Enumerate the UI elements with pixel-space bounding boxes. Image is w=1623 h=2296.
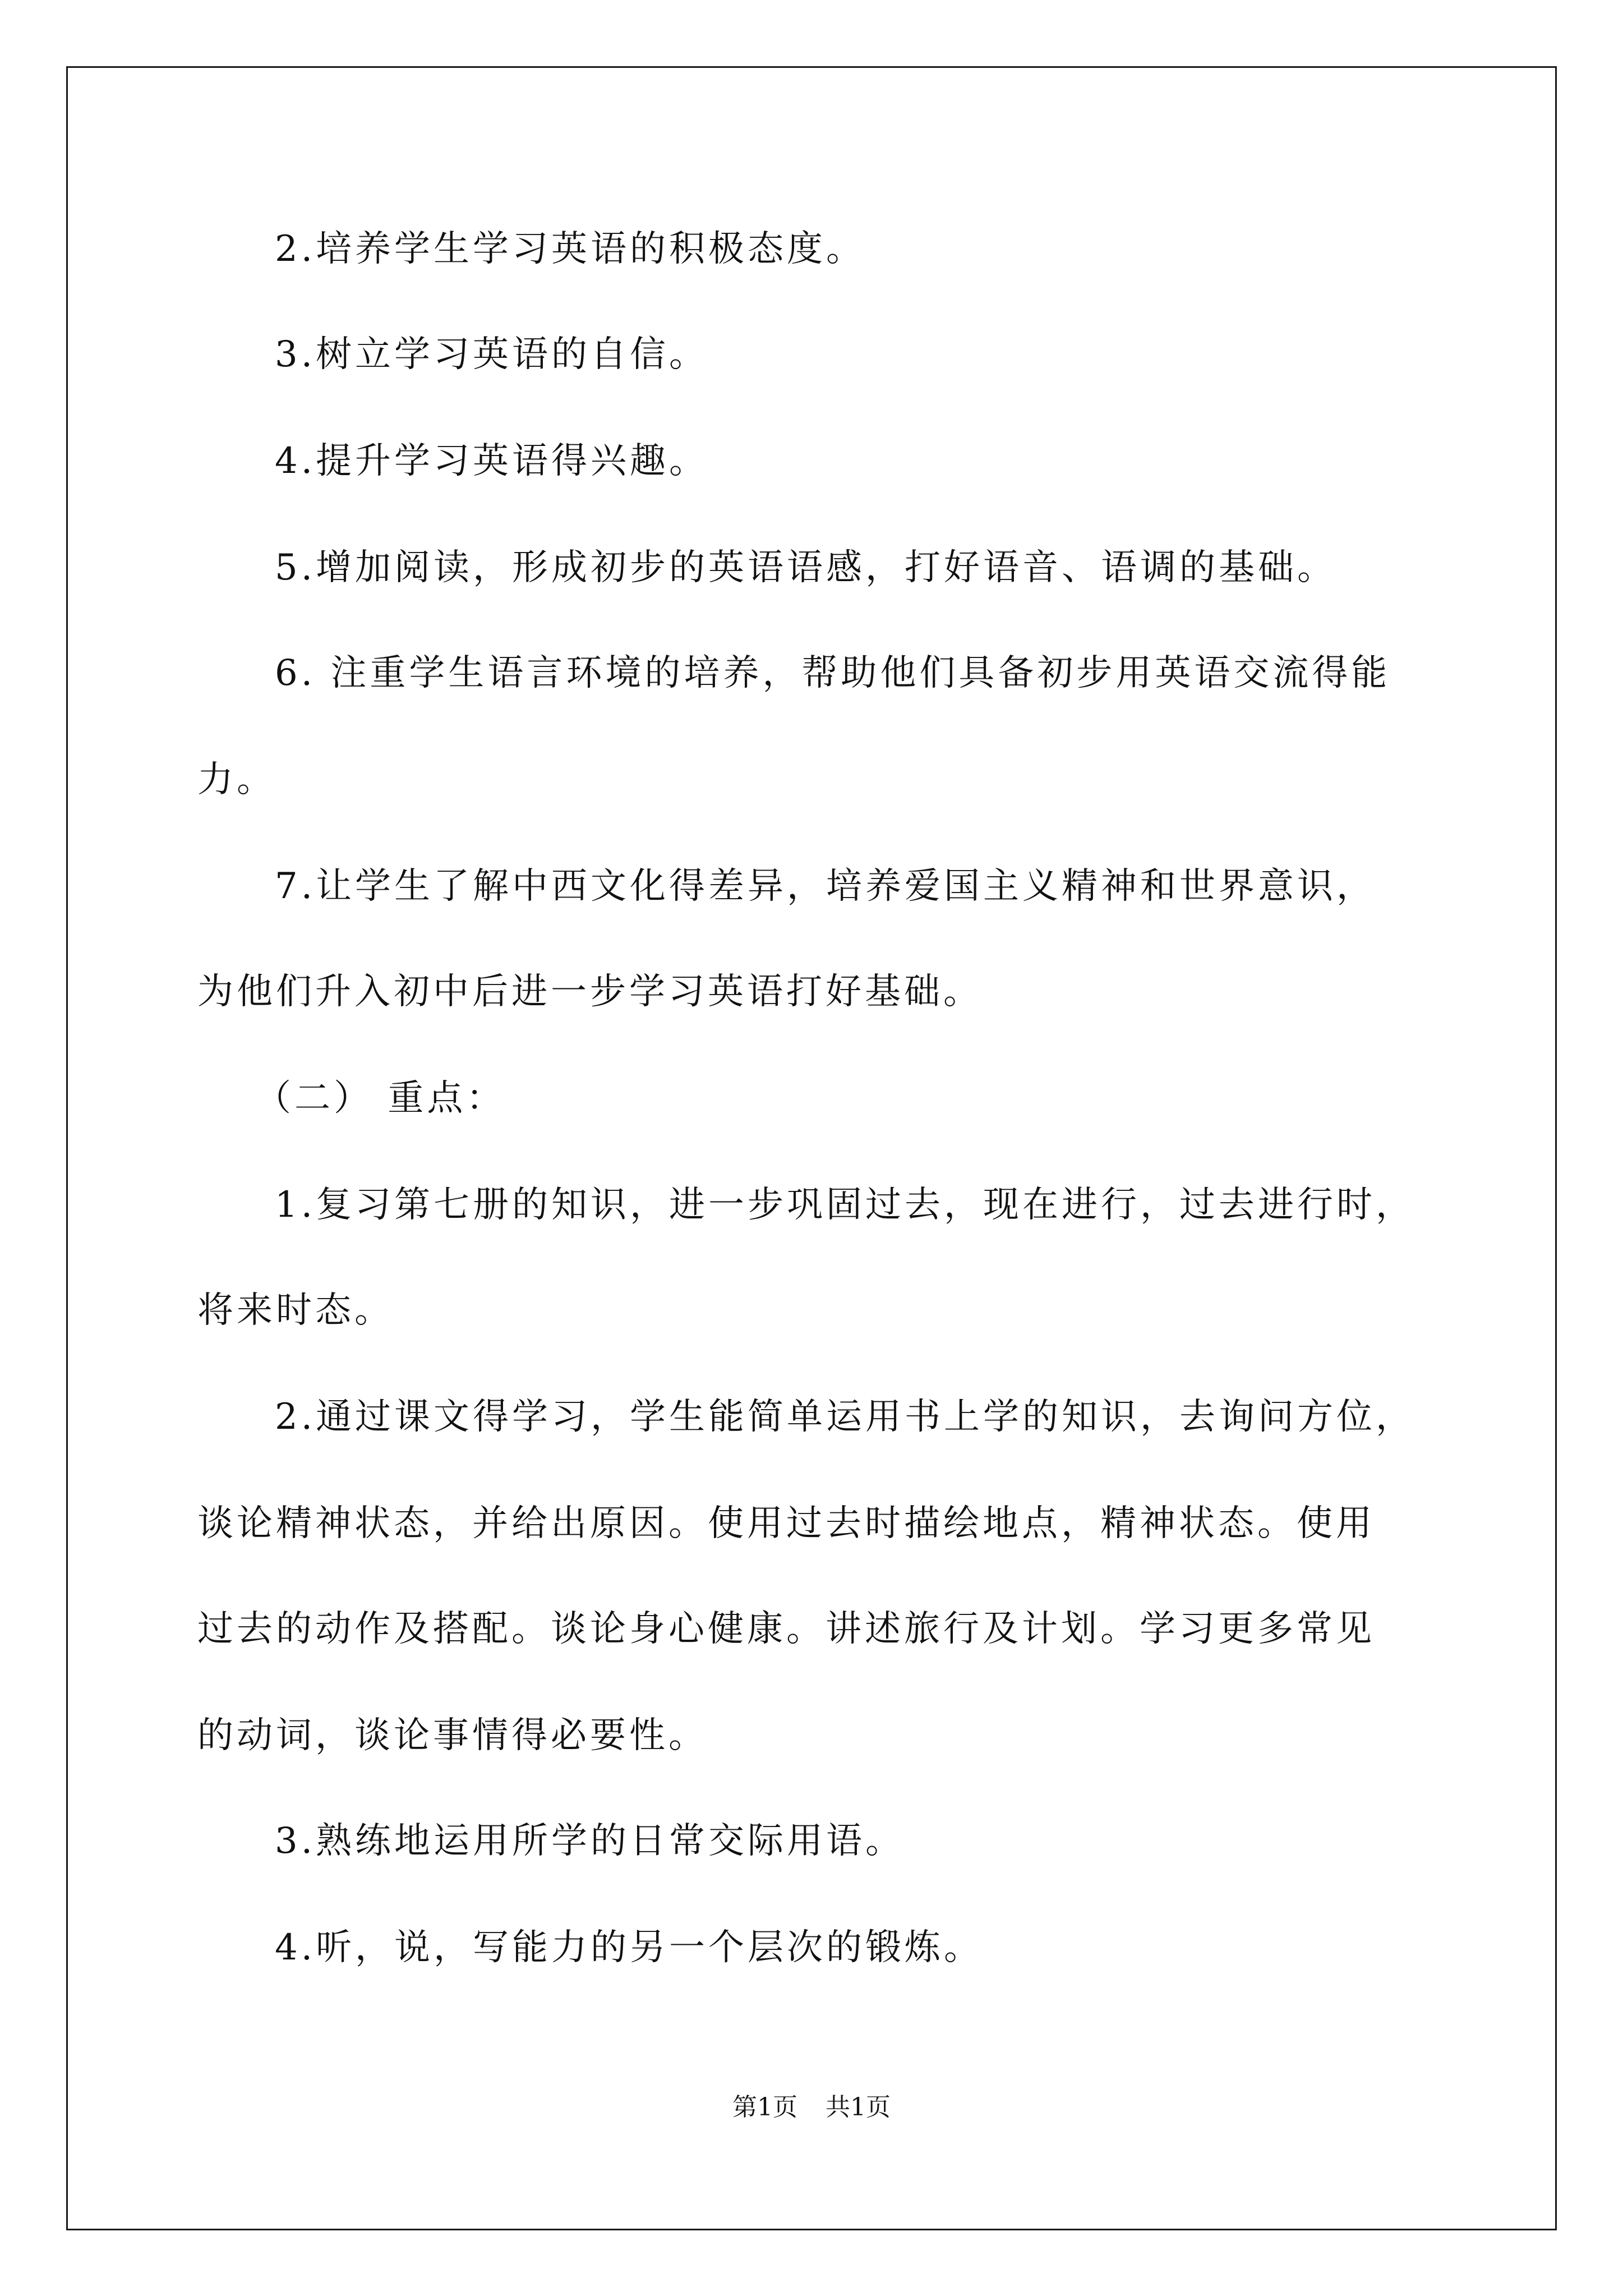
paragraph-goal-7-line-1: 7.让学生了解中西文化得差异，培养爱国主义精神和世界意识， xyxy=(275,866,1376,907)
paragraph-goal-2: 2.培养学生学习英语的积极态度。 xyxy=(275,228,866,270)
paragraph-key-3: 3.熟练地运用所学的日常交际用语。 xyxy=(275,1820,905,1862)
paragraph-goal-6-line-1: 6. 注重学生语言环境的培养，帮助他们具备初步用英语交流得能 xyxy=(275,652,1391,694)
paragraph-key-2-line-3: 过去的动作及搭配。谈论身心健康。讲述旅行及计划。学习更多常见 xyxy=(197,1608,1375,1650)
paragraph-key-2-line-2: 谈论精神状态，并给出原因。使用过去时描绘地点，精神状态。使用 xyxy=(197,1503,1375,1544)
paragraph-key-2-line-4: 的动词，谈论事情得必要性。 xyxy=(197,1715,708,1756)
paragraph-goal-5: 5.增加阅读，形成初步的英语语感，打好语音、语调的基础。 xyxy=(275,547,1337,588)
paragraph-key-4: 4.听，说，写能力的另一个层次的锻炼。 xyxy=(275,1927,984,1968)
page-footer xyxy=(0,2095,1623,2120)
section-heading-key-points: （二） 重点： xyxy=(255,1078,506,1119)
paragraph-goal-7-line-2: 为他们升入初中后进一步学习英语打好基础。 xyxy=(197,971,983,1013)
paragraph-goal-6-line-2: 力。 xyxy=(197,759,276,800)
paragraph-key-1-line-1: 1.复习第七册的知识，进一步巩固过去，现在进行，过去进行时， xyxy=(275,1184,1415,1226)
paragraph-goal-3: 3.树立学习英语的自信。 xyxy=(275,334,709,375)
paragraph-key-1-line-2: 将来时态。 xyxy=(197,1290,394,1331)
paragraph-goal-4: 4.提升学习英语得兴趣。 xyxy=(275,440,709,482)
paragraph-key-2-line-1: 2.通过课文得学习，学生能简单运用书上学的知识，去询问方位， xyxy=(275,1396,1415,1438)
page-number: 第1页 xyxy=(732,2093,797,2122)
page-total: 共1页 xyxy=(826,2093,891,2122)
